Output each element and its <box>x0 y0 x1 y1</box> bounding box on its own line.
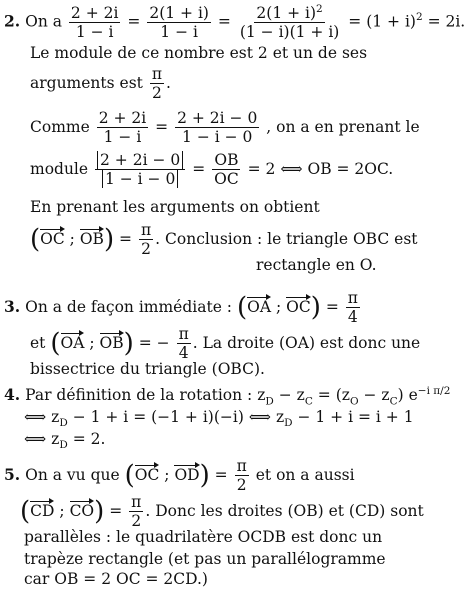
fraction-pi-2: $\frac{\pi}{2}$ <box>131 493 142 531</box>
vector: OC <box>134 465 160 484</box>
fraction-pi-2: $\frac{\pi}{2}$ <box>140 221 152 259</box>
vector: OA <box>247 297 272 316</box>
vector: OD <box>174 465 200 484</box>
s3-line1: 3. On a de façon immédiate : (OA ; OC) = $\frac{\pi}{4}$ <box>4 289 358 327</box>
fraction: $\frac{2(1 + i)}{1 - i}$ <box>149 3 209 41</box>
fraction-pi-2: $\frac{\pi}{2}$ <box>236 457 247 495</box>
s2-line2: Le module de ce nombre est 2 et un de ses <box>30 44 368 62</box>
s4-line1: 4. Par définition de la rotation : $z_D - z_C = (z_O - z_C)$ $e^{-i \pi/2}$ <box>4 385 451 408</box>
fraction-modulus: $\frac{2 + 2i - 0}{1 - i - 0}$ <box>95 152 185 188</box>
s5-line5: car OB = 2 OC = 2CD.) <box>24 570 208 588</box>
fraction-pi-2: $\frac{\pi}{2}$ <box>151 65 162 103</box>
s2-line1: 2. On a $\frac{2 + 2i}{1 - i}$ = $\frac{2(1 + i)}{1 - i}$ = $\frac{2(1 + i)^2}{(1 - i)(1 + i)}$ = $(1 + i)^2 = 2i$. <box>4 3 465 42</box>
s2-line5: module $\frac{2 + 2i - 0}{1 - i - 0}$ = $\frac{OB}{OC}$ = 2 ⟺ OB = 2OC. <box>30 151 394 189</box>
s2-number: 2. <box>4 11 21 31</box>
fraction: $\frac{2 + 2i}{1 - i}$ <box>70 3 119 41</box>
fraction: $\frac{OB}{OC}$ <box>214 151 239 189</box>
vector: CO <box>69 501 95 520</box>
vector: OA <box>60 333 85 352</box>
vector: CD <box>30 501 55 520</box>
s2-line4: Comme $\frac{2 + 2i}{1 - i}$ = $\frac{2 + 2i - 0}{1 - i - 0}$ , on a en prenant le <box>30 109 420 147</box>
s4-line2: ⟺ $z_D - 1 + i = (-1 + i)(-i)$ ⟺ $z_D - 1 + i = i + 1$ <box>24 408 414 430</box>
s2-line8: rectangle en O. <box>256 256 377 274</box>
fraction-pi-4: $\frac{\pi}{4}$ <box>178 325 189 363</box>
s2-line7: (OC ; OB) = $\frac{\pi}{2}$ . Conclusion : le triangle OBC est <box>30 221 418 259</box>
vector: OC <box>40 229 65 248</box>
fraction: $\frac{2 + 2i - 0}{1 - i - 0}$ <box>177 109 258 147</box>
fraction: $\frac{2(1 + i)^2}{(1 - i)(1 + i)}$ <box>239 3 340 42</box>
vector: OB <box>79 229 104 248</box>
vector: OB <box>99 333 124 352</box>
s2-line3: arguments est $\frac{\pi}{2}$ . <box>30 65 171 103</box>
text: On a <box>25 12 62 31</box>
s5-number: 5. <box>4 464 21 484</box>
s5-line4: trapèze rectangle (et pas un parallélogramme <box>24 550 386 568</box>
fraction-pi-4: $\frac{\pi}{4}$ <box>347 289 358 327</box>
s5-line1: 5. On a vu que (OC ; OD) = $\frac{\pi}{2}$ et on a aussi <box>4 457 355 495</box>
s5-line3: parallèles : le quadrilatère OCDB est donc un <box>24 528 383 546</box>
s2-line6: En prenant les arguments on obtient <box>30 198 320 216</box>
vector: OC <box>286 297 311 316</box>
fraction: $\frac{2 + 2i}{1 - i}$ <box>98 109 147 147</box>
s3-line3: bissectrice du triangle (OBC). <box>30 360 265 378</box>
s3-number: 3. <box>4 296 21 316</box>
s3-line2: et (OA ; OB) = − $\frac{\pi}{4}$ . La droite (OA) est donc une <box>30 325 421 363</box>
s4-line3: ⟺ $z_D = 2$. <box>24 430 106 452</box>
s4-number: 4. <box>4 385 21 405</box>
s5-line2: (CD ; CO) = $\frac{\pi}{2}$ . Donc les droites (OB) et (CD) sont <box>20 493 424 531</box>
